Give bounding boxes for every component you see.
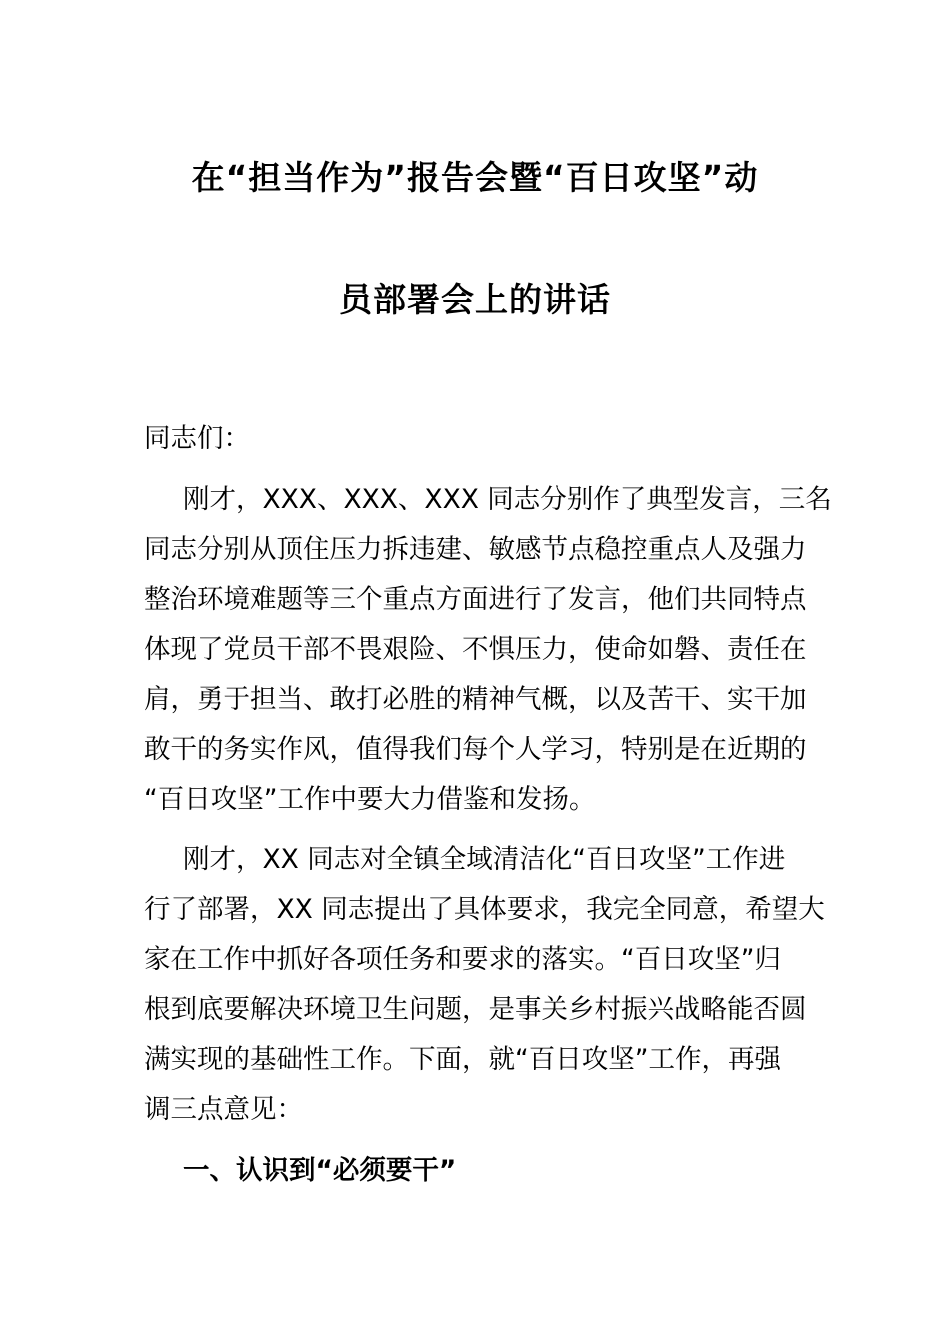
paragraph-1-line: 体现了党员干部不畏艰险、不惧压力，使命如磐、责任在	[144, 634, 807, 665]
paragraph-1-line: 整治环境难题等三个重点方面进行了发言，他们共同特点	[144, 584, 807, 615]
salutation: 同志们：	[144, 423, 250, 454]
paragraph-1-line: 肩，勇于担当、敢打必胜的精神气概，以及苦干、实干加	[144, 684, 807, 715]
paragraph-2-line: 根到底要解决环境卫生问题，是事关乡村振兴战略能否圆	[144, 994, 807, 1025]
document-title-line-2: 员部署会上的讲话	[339, 280, 611, 319]
paragraph-2-line: 满实现的基础性工作。下面，就“百日攻坚”工作，再强	[144, 1044, 781, 1075]
section-heading: 一、认识到“必须要干”	[183, 1155, 457, 1186]
paragraph-2-line: 调三点意见：	[144, 1094, 303, 1125]
document-title-line-1: 在“担当作为”报告会暨“百日攻坚”动	[191, 158, 759, 197]
paragraph-1-line: 敢干的务实作风，值得我们每个人学习，特别是在近期的	[144, 734, 807, 765]
paragraph-1-line: “百日攻坚”工作中要大力借鉴和发扬。	[144, 784, 596, 815]
paragraph-2-line: 刚才，XX 同志对全镇全域清洁化“百日攻坚”工作进	[183, 844, 786, 875]
paragraph-2-line: 行了部署，XX 同志提出了具体要求，我完全同意，希望大	[144, 894, 825, 925]
paragraph-1-line: 同志分别从顶住压力拆违建、敏感节点稳控重点人及强力	[144, 534, 807, 565]
paragraph-2-line: 家在工作中抓好各项任务和要求的落实。“百日攻坚”归	[144, 944, 781, 975]
paragraph-1-line: 刚才，XXX、XXX、XXX 同志分别作了典型发言，三名	[183, 484, 832, 515]
